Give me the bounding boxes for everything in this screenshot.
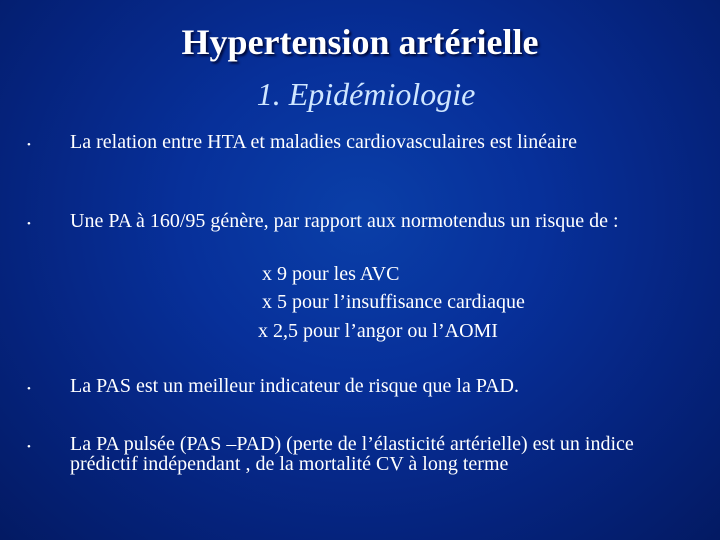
risk-line-avc: x 9 pour les AVC bbox=[262, 263, 400, 285]
bullet-item-3: La PAS est un meilleur indicateur de risque que la PAD. bbox=[70, 375, 520, 397]
risk-line-insuffisance: x 5 pour l’insuffisance cardiaque bbox=[262, 291, 525, 313]
bullet-item-4: La PA pulsée (PAS –PAD) (perte de l’élasticité artérielle) est un indice prédictif indépendant , de la mortalité CV à long terme bbox=[70, 433, 634, 475]
bullet-marker: • bbox=[27, 139, 31, 151]
bullet-marker: • bbox=[27, 441, 31, 453]
bullet-marker: • bbox=[27, 218, 31, 230]
bullet-item-1: La relation entre HTA et maladies cardiovasculaires est linéaire bbox=[70, 131, 578, 153]
slide-subtitle: 1. Epidémiologie bbox=[256, 76, 476, 112]
bullet-item-2: Une PA à 160/95 génère, par rapport aux normotendus un risque de : bbox=[70, 210, 619, 232]
risk-line-angor: x 2,5 pour l’angor ou l’AOMI bbox=[258, 320, 498, 342]
slide-title: Hypertension artérielle bbox=[181, 22, 539, 62]
bullet-marker: • bbox=[27, 383, 31, 395]
